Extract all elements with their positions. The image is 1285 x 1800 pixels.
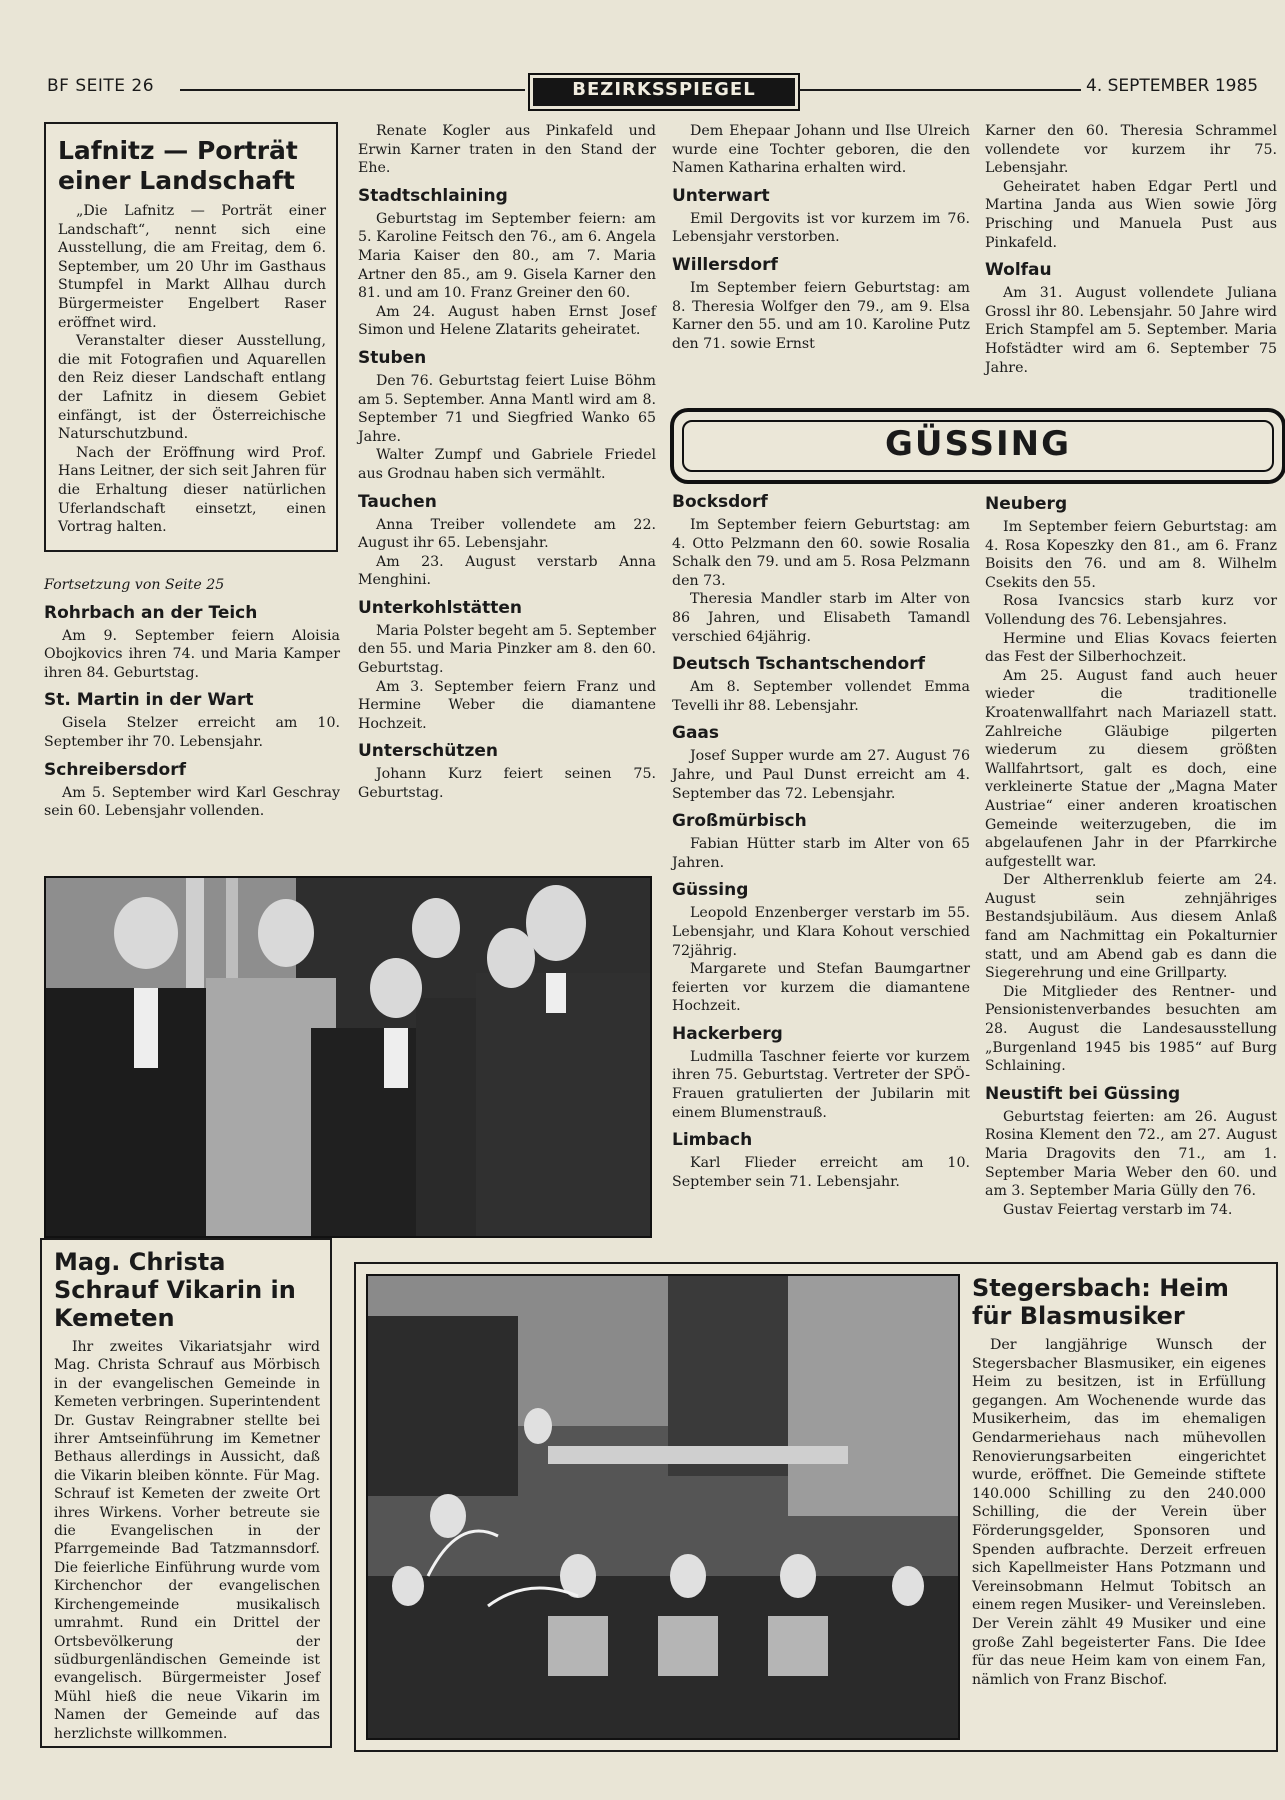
section-heading: Willersdorf [672,254,778,275]
section-paragraph: Am 24. August haben Ernst Josef Simon und Helene Zlatarits geheiratet. [358,303,656,339]
band-photo [366,1274,960,1740]
section-paragraph: Im September feiern Geburtstag: am 4. Otto Pelzmann den 60. sowie Rosalia Schalk den 79. und am 5. Rosa Pelzmann den 73. [672,517,970,589]
section-heading: Bocksdorf [672,492,768,512]
section-heading: Gaas [672,723,720,744]
guessing-banner [670,408,1285,484]
schrauf-article [40,1238,332,1748]
section-paragraph: Den 76. Geburtstag feiert Luise Böhm am 5. September. Anna Mantl wird am 8. September 71 und Siegfried Wanko 65 Jahre. [358,372,656,445]
schrauf-title: Mag. Christa Schrauf Vikarin in Kemeten [54,1248,296,1332]
section-heading: Wolfau [985,260,1052,281]
schrauf-paragraph: Ihr zweites Vikariatsjahr wird Mag. Christa Schrauf aus Mörbisch in der evangelischen Gemeinde in Kemeten verbringen. Superintendent Dr. Gustav Reingrabner stellte bei ihrer Amtseinführung im Kemetner Bethaus allerdings in Aussicht, daß die Vikarin bleiben könnte. Für Mag. Schrauf ist Kemeten der zweite Ort ihres Wirkens. Vorher betreute sie die Evangelischen in der Pfarrgemeinde Bad Tatzmannsdorf. Die feierliche Einführung wurde vom Kirchenchor der evangelischen Kirchengemeinde musikalisch umrahmt. Rund ein Drittel der Ortsbevölkerung der südburgenländischen Gemeinde ist evangelisch. Bürgermeister Josef Mühl hieß die neue Vikarin im Namen der Gemeinde auf das herzlichste willkommen. [54,1339,320,1742]
section-paragraph: Karl Flieder erreicht am 10. September sein 71. Lebensjahr. [672,1155,970,1190]
section-paragraph: Josef Supper wurde am 27. August 76 Jahre, und Paul Dunst erreicht am 4. September das 72. Lebensjahr. [672,748,970,802]
lafnitz-paragraph: „Die Lafnitz — Porträt einer Landschaft“, nennt sich eine Ausstellung, die am Freitag, dem 6. September, um 20 Uhr im Gasthaus Stumpfel in Markt Allhau durch Bürgermeister Engelbert Raser eröffnet wird. [58,203,326,331]
lafnitz-title: Lafnitz — Porträt einer Landschaft [58,136,298,195]
section-heading: Stuben [358,347,427,368]
section-paragraph: Am 3. September feiern Franz und Hermine Weber die diamantene Hochzeit. [358,678,656,732]
section-paragraph: Am 25. August fand auch heuer wieder die traditionelle Kroatenwallfahrt nach Mariazell statt. Zahlreiche Gläubige pilgerten wiederum zu diesem größten Wallfahrtsort, galt es doch, eine verkleinerte Statue der „Magna Mater Austriae“ einer anderen kroatischen Gemeinde weiterzugeben, die im abgelaufenen Jahr in der Pfarrkirche aufgestellt war. [985,667,1277,870]
section-heading: Großmürbisch [672,811,807,832]
section-paragraph: Fabian Hütter starb im Alter von 65 Jahren. [672,836,970,871]
section-paragraph: Ludmilla Taschner feierte vor kurzem ihren 75. Geburtstag. Vertreter der SPÖ-Frauen gratulierten der Jubilarin mit einem Blumenstrauß. [672,1048,970,1121]
section-paragraph: Am 5. September wird Karl Geschray sein 60. Lebensjahr vollenden. [44,784,340,820]
section-paragraph: Johann Kurz feiert seinen 75. Geburtstag. [358,766,656,802]
section-paragraph: Der Altherrenklub feierte am 24. August sein zehnjähriges Bestandsjubiläum. Aus diesem Anlaß fand am Nachmittag ein Pokalturnier statt, und am Abend gab es dann die Siegerehrung und eine Grillparty. [985,872,1277,982]
section-paragraph: Am 31. August vollendete Juliana Grossl ihr 80. Lebensjahr. 50 Jahre wird Erich Stampfel am 5. September. Maria Hofstädter wird am 6. September 75 Jahre. [985,285,1277,376]
section-heading: Tauchen [358,491,437,512]
section-label: BEZIRKSSPIEGEL [533,78,795,106]
section-paragraph: Dem Ehepaar Johann und Ilse Ulreich wurde eine Tochter geboren, die den Namen Katharina erhalten wird. [672,123,970,177]
section-heading: Schreibersdorf [44,759,186,780]
column-2 [358,122,656,803]
section-paragraph: Im September feiern Geburtstag: am 8. Theresia Wolfger den 79., am 9. Elsa Karner den 55. und am 10. Karoline Putz den 71. sowie Ernst [672,279,970,352]
section-paragraph: Rosa Ivancsics starb kurz vor Vollendung des 76. Lebensjahres. [985,593,1277,628]
section-label-box [528,73,800,111]
continued-note: Fortsetzung von Seite 25 [44,577,225,593]
section-heading: Hackerberg [672,1023,783,1044]
column-4-top [985,122,1277,377]
stegersbach-title: Stegersbach: Heim für Blasmusiker [972,1274,1229,1330]
section-paragraph: Maria Polster begeht am 5. September den 55. und Maria Pinzker am 8. den 60. Geburtstag. [358,622,656,677]
section-paragraph: Emil Dergovits ist vor kurzem im 76. Lebensjahr verstorben. [672,210,970,246]
section-paragraph: Geburtstag feierten: am 26. August Rosina Klement den 72., am 27. August Maria Dragovits den 71., am 1. September Maria Weber den 60. und am 3. September Maria Gülly den 76. [985,1108,1277,1200]
section-paragraph: Gustav Feiertag verstarb im 74. [1003,1201,1233,1218]
section-paragraph: Hermine und Elias Kovacs feierten das Fest der Silberhochzeit. [985,630,1277,666]
header-rule-right [799,89,1081,91]
column-4-bottom [985,494,1277,1219]
section-heading: Rohrbach an der Teich [44,602,258,623]
section-paragraph: Anna Treiber vollendete am 22. August ihr 65. Lebensjahr. [358,516,656,552]
column-3-top [672,122,970,353]
section-paragraph: Die Mitglieder des Rentner- und Pensionistenverbandes besuchten am 28. August die Landesausstellung „Burgenland 1945 bis 1985“ auf Burg Schlaining. [985,983,1277,1075]
section-paragraph: Am 23. August verstarb Anna Menghini. [358,553,656,589]
section-paragraph: Geheiratet haben Edgar Pertl und Martina Janda aus Wien sowie Jörg Prisching und Manuela Pust aus Pinkafeld. [985,178,1277,251]
column-1-lower [44,576,340,821]
section-paragraph: Geburtstag im September feiern: am 5. Karoline Feitsch den 76., am 6. Angela Maria Kaiser den 80., am 7. Maria Artner den 85., am 9. Gisela Karner den 81. und am 10. Franz Greiner den 60. [358,210,656,302]
section-paragraph: Renate Kogler aus Pinkafeld und Erwin Karner traten in den Stand der Ehe. [358,123,656,177]
section-heading: St. Martin in der Wart [44,690,254,711]
section-paragraph: Karner den 60. Theresia Schrammel vollendete vor kurzem ihr 75. Lebensjahr. [985,123,1277,177]
section-heading: Stadtschlaining [358,185,508,206]
section-heading: Neuberg [985,494,1068,514]
stegersbach-text [972,1274,1266,1689]
lafnitz-paragraph: Nach der Eröffnung wird Prof. Hans Leitner, der sich seit Jahren für die Erhaltung dieser natürlichen Uferlandschaft einsetzt, einen Vortrag halten. [58,444,326,536]
section-paragraph: Leopold Enzenberger verstarb im 55. Lebensjahr, und Klara Kohout verschied 72jährig. [672,905,970,959]
section-paragraph: Margarete und Stefan Baumgartner feierten vor kurzem die diamantene Hochzeit. [672,961,970,1015]
guessing-banner-title: GÜSSING [682,420,1274,472]
header-rule-left [180,89,525,91]
lafnitz-article [44,122,338,552]
section-heading: Unterwart [672,185,770,206]
section-heading: Deutsch Tschantschendorf [672,654,925,675]
group-photo [44,876,652,1238]
stegersbach-article [354,1262,1278,1752]
lafnitz-paragraph: Veranstalter dieser Ausstellung, die mit Fotografien und Aquarellen den Reiz dieser Landschaft entlang der Lafnitz in diesem Gebiet einfängt, ist der Österreichische Naturschutzbund. [58,333,326,443]
section-heading: Neustift bei Güssing [985,1083,1181,1104]
section-paragraph: Theresia Mandler starb im Alter von 86 Jahren, und Elisabeth Tamandl verschied 64jährig. [672,591,970,645]
section-heading: Unterschützen [358,741,499,762]
page-label: BF SEITE 26 [47,76,155,96]
section-heading: Unterkohlstätten [358,597,523,618]
section-heading: Güssing [672,880,749,901]
section-paragraph: Im September feiern Geburtstag: am 4. Rosa Kopeszky den 81., am 6. Franz Boisits den 76. und am 8. Wilhelm Csekits den 55. [985,519,1277,591]
section-paragraph: Am 8. September vollendet Emma Tevelli ihr 88. Lebensjahr. [672,679,970,714]
page-date: 4. SEPTEMBER 1985 [1086,76,1259,96]
stegersbach-paragraph: Der langjährige Wunsch der Stegersbacher Blasmusiker, ein eigenes Heim zu besitzen, ist in Erfüllung gegangen. Am Wochenende wurde das Musikerheim, das im ehemaligen Gendarmeriehaus nach mühevollen Renovierungsarbeiten eingerichtet wurde, eröffnet. Die Gemeinde stiftete 140.000 Schilling zu den 240.000 Schilling, die der Verein über Förderungsgelder, Sponsoren und Spenden aufbrachte. Derzeit erfreuen sich Kapellmeister Hans Potzmann und Vereinsobmann Helmut Tobitsch an einem regen Musiker- und Vereinsleben. Der Verein zählt 49 Musiker und eine große Zahl begeisterter Fans. Die Idee für das neue Heim kam von einem Fan, nämlich von Franz Bischof. [972,1337,1266,1688]
column-3-bottom [672,492,970,1191]
section-paragraph: Walter Zumpf und Gabriele Friedel aus Grodnau haben sich vermählt. [358,447,656,482]
section-paragraph: Gisela Stelzer erreicht am 10. September ihr 70. Lebensjahr. [44,715,340,750]
section-heading: Limbach [672,1130,753,1151]
section-paragraph: Am 9. September feiern Aloisia Obojkovics ihren 74. und Maria Kamper ihren 84. Geburtstag. [44,627,340,681]
